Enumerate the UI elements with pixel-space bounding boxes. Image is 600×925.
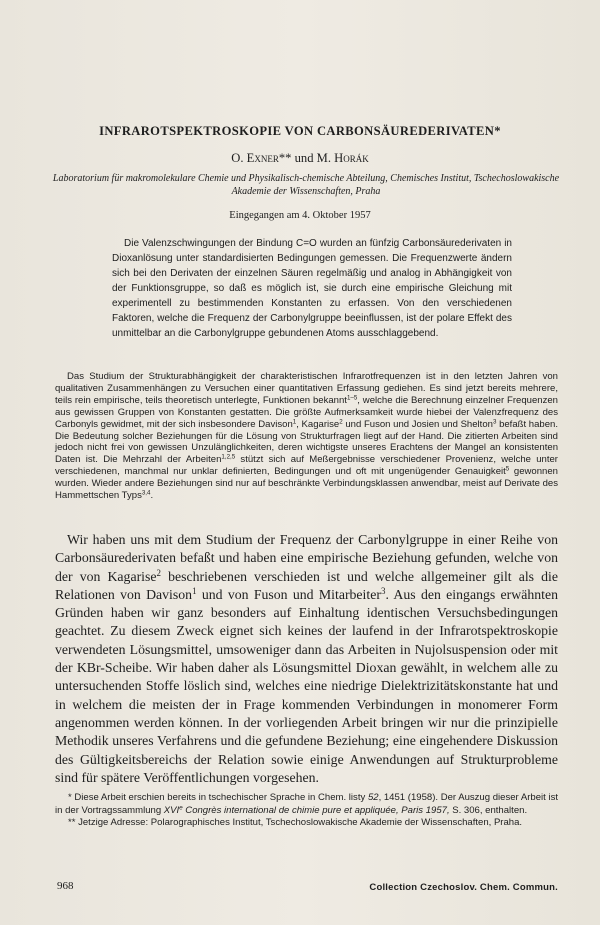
footnote-1-conf-name: Congrès international de chimie pure et appliquée, Paris 1957, <box>185 804 450 816</box>
ref-superscript: 5 <box>505 465 510 473</box>
author1-name: Exner <box>246 151 279 165</box>
intro-text-5: befaßt haben. Die Bedeutung solcher Beziehungen für die Lösung von Strukturfragen liegt auf der Hand. Die zitierten Arbeiten sind jedoch nicht frei von gewissen Unzulänglichkeiten, deren wichtigste unseres Erachtens der Mangel an konsistenten Daten ist. Die Mehrzahl der Arbeiten <box>55 418 558 466</box>
ref-superscript: 1 <box>192 585 197 596</box>
footnote-1-conf-sup: e <box>179 804 183 812</box>
article-title: INFRAROTSPEKTROSKOPIE VON CARBONSÄUREDERIVATEN* <box>99 124 501 138</box>
footnote-1-conf-number: XVI <box>163 804 180 816</box>
main-text-4: . Aus den eingangs erwähnten Gründen haben wir ganz besonders auf Einhaltung identischen Versuchsbedingungen geachtet. Zu diesem Zweck eignet sich keines der laufend in der Infrarotspektroskopie verwendeten Lösungsmittel, umsoweniger dann das Arbeiten in Nujolsuspension oder mit der KBr-Scheibe. Wir haben daher als Lösungsmittel Dioxan gewählt, in welchem alle zu untersuchenden Stoffe löslich sind, welches eine niedrige Dielektrizitätskonstante hat und in welchem die meisten der in Frage kommenden Verbindungen in monomerer Form angenommen werden können. In der vorliegenden Arbeit bringen wir nur die prinzipielle Methodik unseres Verfahrens und die gefundene Beziehung; eine eingehendere Diskussion des Gültigkeitsbereichs der Relation sowie einige Anwendungen auf Strukturprobleme sind für spätere Veröffentlichungen vorgesehen. <box>55 586 558 785</box>
author1-initial: O. <box>231 151 244 165</box>
intro-text-3: , Kagarise <box>296 418 340 430</box>
ref-superscript: 3 <box>380 585 386 596</box>
main-text-1: Wir haben uns mit dem Studium der Frequenz der Carbonylgruppe in einer Reihe von Carbonsäurederivaten befaßt und haben eine empirische Beziehung gefunden, welche von der von Kagarise <box>55 532 558 584</box>
author-connector: und M. <box>294 151 331 165</box>
intro-text-1: Das Studium der Strukturabhängigkeit der charakteristischen Infrarotfrequenzen ist in den letzten Jahren von qualitativen Zusammenhängen zu Versuchen einer quantitativen Erfassung gediehen. Es sind jetzt bereits mehrere, teils rein empirische, teils theoretisch unterlegte, Funktionen bekannt <box>55 371 558 406</box>
ref-superscript: 3 <box>492 418 497 426</box>
ref-superscript: 1 <box>292 418 297 426</box>
intro-text-8: . <box>150 490 154 502</box>
footnote-1 <box>55 792 558 817</box>
abstract-text: Die Valenzschwingungen der Bindung C=O wurden an fünfzig Carbonsäurederivaten in Dioxanlösung unter standardisierten Bedingungen gemessen. Die Frequenzwerte ändern sich bei den Derivaten der einzelnen Säuren regelmäßig und analog in Abhängigkeit von der Funktionsgruppe, so daß es möglich ist, sie durch eine empirische Gleichung mit experimentell zu bestimmenden Konstanten zu erfassen. Von den verschiedenen Faktoren, welche die Frequenz der Carbonylgruppe beeinflussen, ist der polare Effekt des unmittelbar an die Carbonylgruppe gebundenen Atoms ausschlaggebend. <box>112 238 512 339</box>
ref-superscript: 1,2,5 <box>221 453 236 461</box>
main-paragraph <box>55 531 558 787</box>
ref-superscript: 3,4 <box>141 489 151 497</box>
journal-name: Collection Czechoslov. Chem. Commun. <box>369 882 558 893</box>
main-text-2: beschriebenen verschieden ist und welche allgemeiner gilt als die Relationen von Davison <box>55 568 558 602</box>
intro-text-2: , welche die Berechnung einzelner Frequenzen aus gewissen Gruppen von Konstanten gestatten. Die größte Aufmerksamkeit wurde hiebei der Valenzfrequenz des Carbonyls gewidmet, mit der sich insbesondere Davison <box>55 394 558 430</box>
intro-paragraph <box>55 371 558 502</box>
footnote-1-text-a: * Diese Arbeit erschien bereits in tschechischer Sprache in Chem. listy <box>68 792 366 803</box>
footnote-2: ** Jetzige Adresse: Polarographisches Institut, Tschechoslowakische Akademie der Wissenschaften, Praha. <box>68 817 523 829</box>
page-number: 968 <box>57 880 74 892</box>
ref-superscript: 2 <box>156 567 161 578</box>
author2-name: Horák <box>334 151 369 165</box>
ref-superscript: 2 <box>339 418 343 426</box>
affiliation: Laboratorium für makromolekulare Chemie und Physikalisch-chemische Abteilung, Chemisches Institut, Tschechoslowakische Akademie der Wissenschaften, Praha <box>52 173 560 197</box>
footnotes <box>55 792 558 830</box>
intro-text-7: gewonnen wurden. Wieder andere Beziehungen sind nur auf beschränkte Verbindungsklassen anwendbar, meist auf Derivate des Hammettschen Typs <box>55 466 558 502</box>
ref-superscript: 1–5 <box>346 394 358 402</box>
intro-text-6: stützt sich auf Meßergebnisse verschiedener Provenienz, welche unter verschiedenen, manchmal nur unklar definierten, Bedingungen und oft mit ungenügender Genauigkeit <box>55 454 558 478</box>
intro-text-4: und Fuson und Josien und Shelton <box>342 418 493 430</box>
footnote-1-text-b: , 1451 (1958). Der Auszug dieser Arbeit ist in der Vortragssammlung <box>55 792 559 816</box>
author1-mark: ** <box>278 151 292 165</box>
authors-line <box>40 151 560 166</box>
abstract <box>112 236 512 341</box>
footnote-1-conference <box>164 805 450 816</box>
footnote-1-text-c: S. 306, enthalten. <box>452 804 528 816</box>
main-text-3: und von Fuson und Mitarbeiter <box>196 586 381 602</box>
received-date: Eingegangen am 4. Oktober 1957 <box>229 210 371 221</box>
footnote-1-volume: 52 <box>367 792 379 803</box>
